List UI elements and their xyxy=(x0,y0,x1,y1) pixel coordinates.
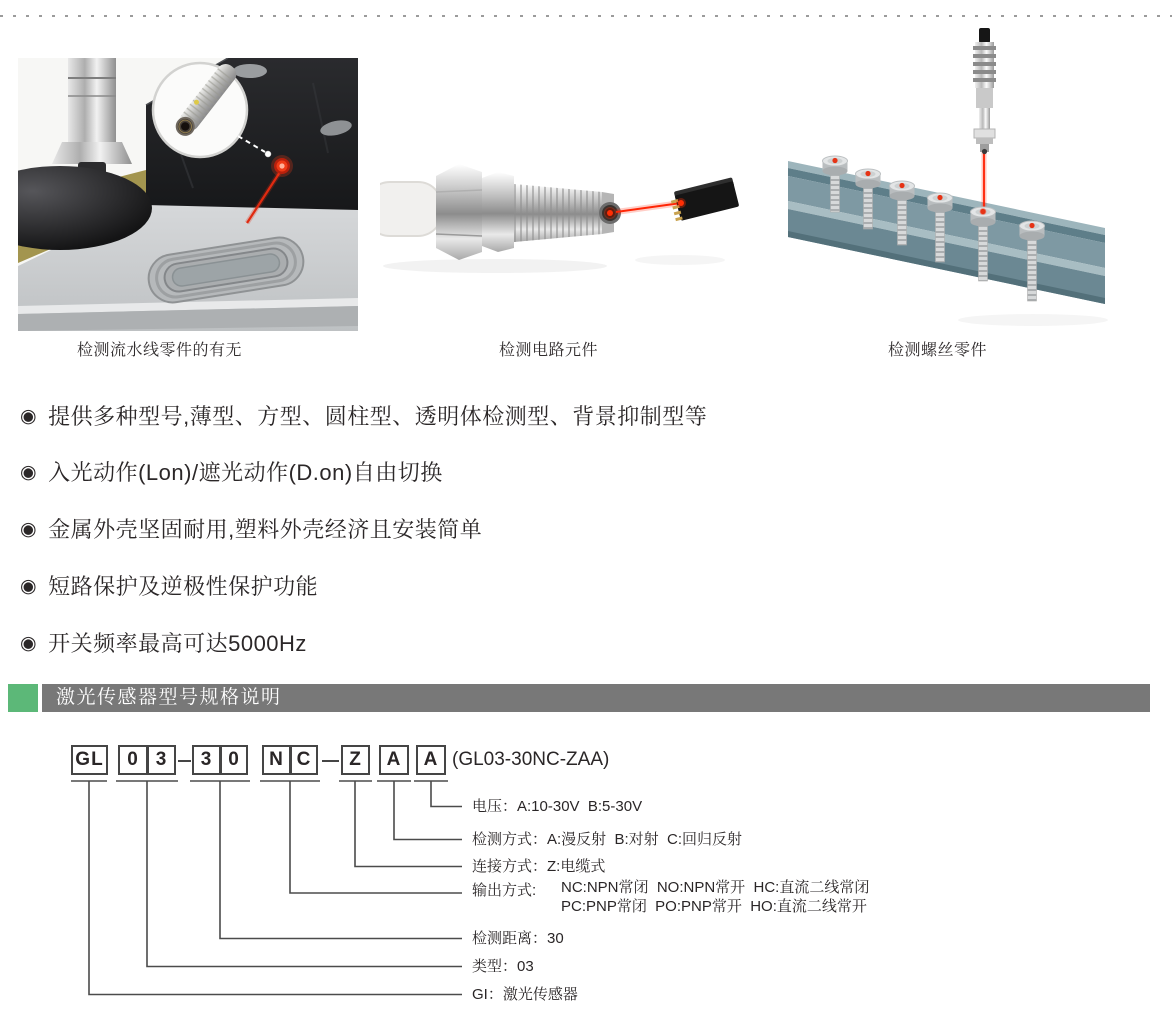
photo-caption-circuit: 检测电路元件 xyxy=(499,342,599,359)
laser-dot-core xyxy=(279,163,284,168)
bullseye-bullet-icon: ◉ xyxy=(20,633,38,654)
top-dotted-divider xyxy=(0,15,1172,17)
inset-pointer-dot xyxy=(265,151,271,157)
model-code-box: N xyxy=(262,745,291,775)
photo-assembly-line xyxy=(18,58,358,331)
section-accent-square xyxy=(8,684,38,712)
full-model-code: (GL03-30NC-ZAA) xyxy=(452,749,610,770)
circuit-illustration xyxy=(380,152,750,282)
model-code-box: 3 xyxy=(147,745,176,775)
robot-arm-column xyxy=(68,58,116,146)
photo-caption-assembly-line: 检测流水线零件的有无 xyxy=(77,342,243,359)
model-code-box: GL xyxy=(71,745,108,775)
sensor-hex-nut xyxy=(974,129,995,138)
screw-illustration xyxy=(783,28,1113,333)
laser-emitter xyxy=(607,210,613,216)
hex-nut-large xyxy=(436,164,482,260)
sensor-cable xyxy=(979,28,990,43)
spec-label-output-line2: PC:PNP常闭 PO:PNP常开 HO:直流二线常开 xyxy=(561,898,867,915)
feature-text: 金属外壳坚固耐用,塑料外壳经济且安装简单 xyxy=(48,517,483,542)
model-code-box: A xyxy=(416,745,446,775)
rail-shadow xyxy=(958,314,1108,326)
photo-circuit-component xyxy=(380,152,750,282)
spec-label-detection-mode: 检测方式：A:漫反射 B:对射 C:回归反射 xyxy=(472,831,743,848)
photo-screw-parts xyxy=(783,28,1113,333)
bullseye-bullet-icon: ◉ xyxy=(20,576,38,597)
arm-flange xyxy=(52,142,132,164)
feature-text: 短路保护及逆极性保护功能 xyxy=(48,574,319,599)
feature-item xyxy=(20,400,707,431)
spec-label-voltage: 电压：A:10-30V B:5-30V xyxy=(472,798,643,815)
spec-label-series: GI：激光传感器 xyxy=(472,986,578,1003)
section-header-bar xyxy=(42,684,1150,712)
assembly-line-illustration xyxy=(18,58,358,331)
feature-item xyxy=(20,570,318,601)
spec-label-output-prefix: 输出方式: xyxy=(472,882,537,899)
bullseye-bullet-icon: ◉ xyxy=(20,462,38,483)
barrel-threads xyxy=(514,182,602,244)
model-code-box: 0 xyxy=(220,745,248,775)
sensor-cable xyxy=(380,182,442,236)
feature-text: 提供多种型号,薄型、方型、圆柱型、透明体检测型、背景抑制型等 xyxy=(48,404,708,429)
vertical-sensor xyxy=(973,28,996,154)
photo-caption-screw: 检测螺丝零件 xyxy=(888,342,988,359)
bullseye-bullet-icon: ◉ xyxy=(20,519,38,540)
chip-shadow xyxy=(635,255,725,265)
model-code-box: Z xyxy=(341,745,370,775)
model-code-box: C xyxy=(290,745,318,775)
feature-text: 入光动作(Lon)/遮光动作(D.on)自由切换 xyxy=(48,460,443,485)
hex-nut-small xyxy=(482,172,514,252)
model-code-box: 3 xyxy=(192,745,221,775)
laser-spot xyxy=(678,200,684,206)
feature-text: 开关频率最高可达5000Hz xyxy=(48,631,307,656)
feature-item xyxy=(20,513,482,544)
sensor-aperture xyxy=(982,149,987,154)
bullseye-bullet-icon: ◉ xyxy=(20,406,38,427)
spec-label-connection: 连接方式：Z:电缆式 xyxy=(472,858,606,875)
section-title: 激光传感器型号规格说明 xyxy=(56,687,282,708)
feature-item xyxy=(20,627,307,658)
bolt-hole xyxy=(233,64,267,78)
spec-label-output-line1: NC:NPN常闭 NO:NPN常开 HC:直流二线常闭 xyxy=(561,879,870,896)
laser-beam xyxy=(616,203,681,212)
spec-label-distance: 检测距离：30 xyxy=(472,930,564,947)
sensor-shadow xyxy=(383,259,607,273)
spec-label-type: 类型：03 xyxy=(472,958,534,975)
feature-item xyxy=(20,456,443,487)
model-code-box: A xyxy=(379,745,409,775)
model-code-box: 0 xyxy=(118,745,148,775)
